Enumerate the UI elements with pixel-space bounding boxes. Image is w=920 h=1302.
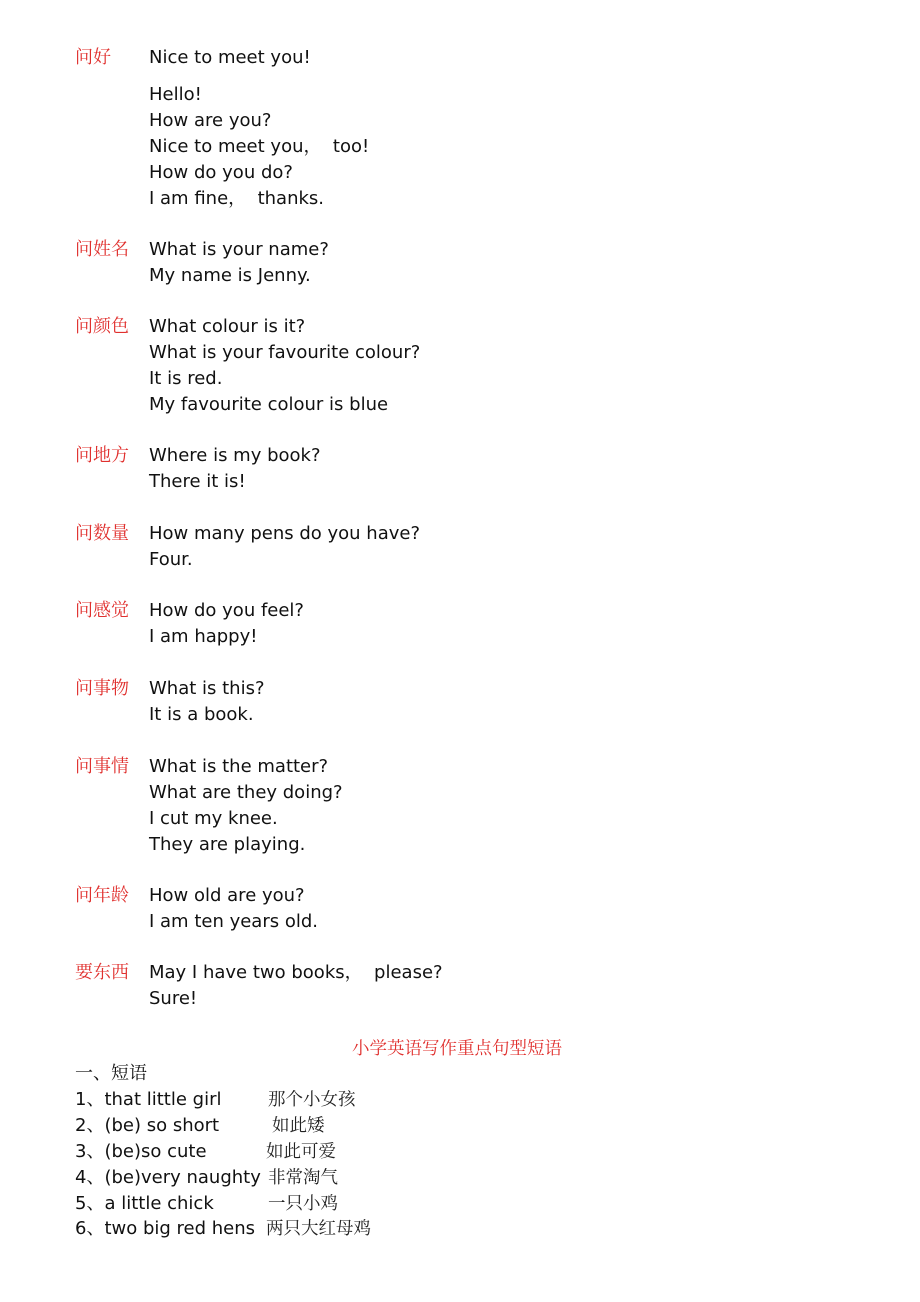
document-title: 小学英语写作重点句型短语 <box>352 1039 562 1059</box>
phrase-chinese: 那个小女孩 <box>268 1090 356 1110</box>
sentence-line: Where is my book? <box>149 445 321 466</box>
phrase-item <box>75 1113 475 1139</box>
sentence-line: I cut my knee. <box>149 807 278 829</box>
section-label: 问年龄 <box>75 885 129 906</box>
phrase-item <box>75 1139 475 1165</box>
sentence-line: What is the matter? <box>149 756 329 777</box>
sentence-line: Hello! <box>149 84 202 105</box>
sentence-line: There it is! <box>149 470 246 492</box>
section-label: 问地方 <box>75 445 129 466</box>
sentence-line: How many pens do you have? <box>149 523 421 544</box>
phrase-english: 5、a little chick <box>75 1193 214 1214</box>
phrase-chinese: 一只小鸡 <box>268 1194 338 1214</box>
phrase-chinese: 如此矮 <box>272 1116 325 1136</box>
sentence-line: I am ten years old. <box>149 910 318 932</box>
section-lines <box>149 443 321 495</box>
section-lines <box>149 82 369 212</box>
phrase-item <box>75 1087 475 1113</box>
phrase-english: 1、that little girl <box>75 1089 222 1110</box>
sentence-line: My name is Jenny. <box>149 264 311 286</box>
section-lines <box>149 237 329 289</box>
sentence-line: Sure! <box>149 987 198 1009</box>
sentence-line: It is a book. <box>149 703 254 725</box>
sentence-line: How old are you? <box>149 885 305 906</box>
section-lines <box>149 883 318 935</box>
section-label: 问事物 <box>75 678 129 699</box>
sentence-line: It is red. <box>149 367 223 389</box>
sentence-line: They are playing. <box>149 833 306 855</box>
sentence-line: What are they doing? <box>149 781 343 803</box>
phrase-chinese: 如此可爱 <box>266 1142 336 1162</box>
sentence-line: What is this? <box>149 678 265 699</box>
sentence-line: How do you do? <box>149 161 293 183</box>
phrase-item <box>75 1216 475 1242</box>
section-lines <box>149 45 311 71</box>
phrase-item <box>75 1165 475 1191</box>
sentence-line: What colour is it? <box>149 316 306 337</box>
section-label: 问数量 <box>75 523 129 544</box>
phrase-chinese: 两只大红母鸡 <box>266 1219 371 1239</box>
phrases-heading: 一、短语 <box>75 1063 147 1084</box>
phrase-chinese: 非常淘气 <box>268 1168 338 1188</box>
section-label: 要东西 <box>75 962 129 983</box>
sentence-line: Nice to meet you! <box>149 47 311 68</box>
sentence-line: I am happy! <box>149 625 258 647</box>
phrase-english: 2、(be) so short <box>75 1115 220 1136</box>
section-lines <box>149 676 265 728</box>
sentence-line: Nice to meet you， too! <box>149 135 370 157</box>
section-lines <box>149 754 343 858</box>
section-label: 问事情 <box>75 756 129 777</box>
section-lines <box>149 314 420 418</box>
section-lines <box>149 521 420 573</box>
phrase-english: 3、(be)so cute <box>75 1141 207 1162</box>
phrase-item <box>75 1191 475 1217</box>
section-lines <box>149 960 443 1012</box>
sentence-line: My favourite colour is blue <box>149 393 389 415</box>
phrase-english: 4、(be)very naughty <box>75 1167 261 1188</box>
section-label: 问感觉 <box>75 600 129 621</box>
section-label: 问好 <box>75 47 111 68</box>
sentence-line: How do you feel? <box>149 600 304 621</box>
sentence-line: How are you? <box>149 109 272 131</box>
phrase-english: 6、two big red hens <box>75 1218 256 1239</box>
sentence-line: Four. <box>149 548 193 570</box>
sentence-line: What is your favourite colour? <box>149 341 421 363</box>
section-label: 问颜色 <box>75 316 129 337</box>
sentence-line: May I have two books， please? <box>149 962 443 983</box>
section-label: 问姓名 <box>75 239 129 260</box>
section-lines <box>149 598 304 650</box>
sentence-line: I am fine， thanks. <box>149 187 325 209</box>
sentence-line: What is your name? <box>149 239 329 260</box>
